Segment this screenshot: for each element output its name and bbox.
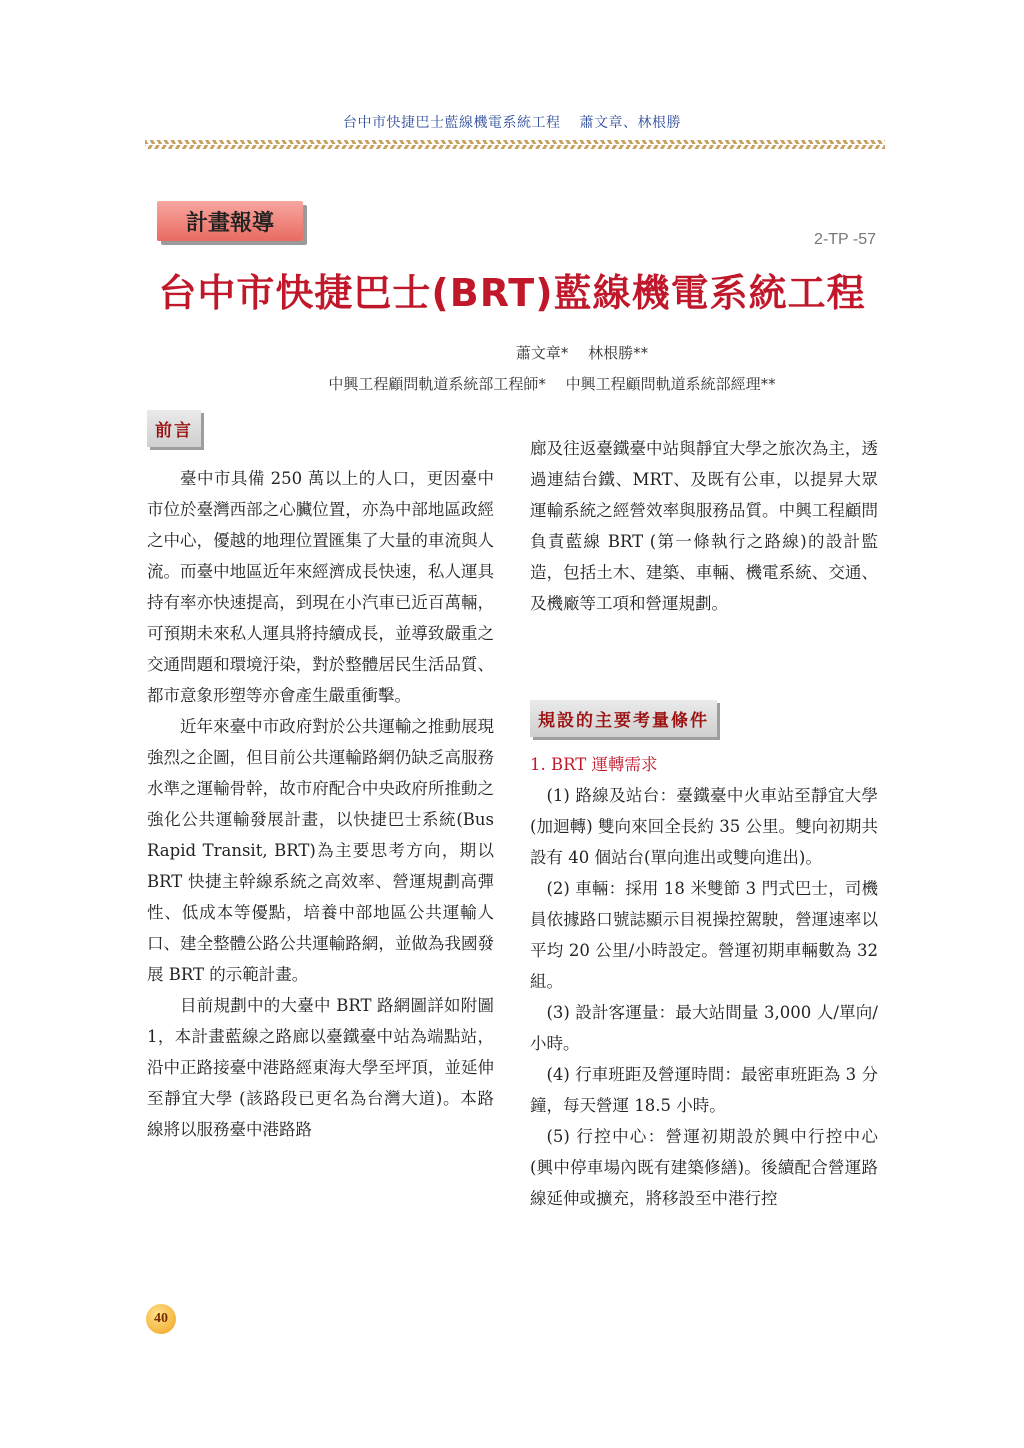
list-item: (1) 路線及站台：臺鐵臺中火車站至靜宜大學(加迴轉) 雙向來回全長約 35 公里。雙向初期共設有 40 個站台(單向進出或雙向進出)。 xyxy=(530,786,878,867)
paragraph-continued: 廊及往返臺鐵臺中站與靜宜大學之旅次為主，透過連結台鐵、MRT、及既有公車，以提昇大眾運輸系統之經營效率與服務品質。中興工程顧問負責藍線 BRT (第一條執行之路線)的設計監造，包括土木、建築、車輛、機電系統、交通、及機廠等工項和營運規劃。 xyxy=(530,439,878,613)
running-header xyxy=(0,112,1024,132)
list-item: (4) 行車班距及營運時間：最密車班距為 3 分鐘，每天營運 18.5 小時。 xyxy=(530,1065,878,1115)
page-title: 台中市快捷巴士(BRT)藍線機電系統工程 xyxy=(158,271,866,315)
list-item: (5) 行控中心：營運初期設於興中行控中心(興中停車場內既有建築修繕)。後續配合營運路線延伸或擴充，將移設至中港行控 xyxy=(530,1127,878,1208)
running-authors: 蕭文章、林根勝 xyxy=(579,115,681,131)
right-column-list xyxy=(530,749,878,1214)
section-heading-intro: 前言 xyxy=(147,410,201,447)
authors: 蕭文章* 林根勝** xyxy=(515,344,649,362)
doc-code: 2-TP -57 xyxy=(814,231,876,248)
subheading: 1. BRT 運轉需求 xyxy=(530,755,658,774)
paragraph: 目前規劃中的大臺中 BRT 路網圖詳如附圖 1，本計畫藍線之路廊以臺鐵臺中站為端點站，沿中正路接臺中港路經東海大學至坪頂，並延伸至靜宜大學 (該路段已更名為台灣大道)。本路線將以服務臺中港路路 xyxy=(147,996,494,1139)
left-column xyxy=(147,463,494,1145)
right-column xyxy=(530,433,878,619)
page-number: 40 xyxy=(146,1304,176,1334)
list-item: (2) 車輛：採用 18 米雙節 3 門式巴士，司機員依據路口號誌顯示目視操控駕駛，營運速率以平均 20 公里/小時設定。營運初期車輛數為 32 組。 xyxy=(530,879,878,991)
header-divider xyxy=(145,140,885,149)
paragraph: 近年來臺中市政府對於公共運輸之推動展現強烈之企圖，但目前公共運輸路網仍缺乏高服務水準之運輸骨幹，故市府配合中央政府所推動之強化公共運輸發展計畫，以快捷巴士系統(Bus Rapid Transit, BRT)為主要思考方向，期以 BRT 快捷主幹線系統之高效率、營運規劃高彈性、低成本等優點，培養中部地區公共運輸人口、建全整體公路公共運輸路網，並做為我國發展 BRT 的示範計畫。 xyxy=(147,717,494,984)
list-item: (3) 設計客運量：最大站間量 3,000 人/單向/小時。 xyxy=(530,1003,878,1053)
running-title: 台中市快捷巴士藍線機電系統工程 xyxy=(343,115,561,131)
category-tag: 計畫報導 xyxy=(157,201,303,241)
affiliations: 中興工程顧問軌道系統部工程師* 中興工程顧問軌道系統部經理** xyxy=(328,375,776,393)
paragraph: 臺中市具備 250 萬以上的人口，更因臺中市位於臺灣西部之心臟位置，亦為中部地區政經之中心，優越的地理位置匯集了大量的車流與人流。而臺中地區近年來經濟成長快速，私人運具持有率亦快速提高，到現在小汽車已近百萬輛，可預期未來私人運具將持續成長，並導致嚴重之交通問題和環境汙染，對於整體居民生活品質、都市意象形塑等亦會產生嚴重衝擊。 xyxy=(147,469,494,705)
section-heading-planning: 規設的主要考量條件 xyxy=(530,700,717,737)
